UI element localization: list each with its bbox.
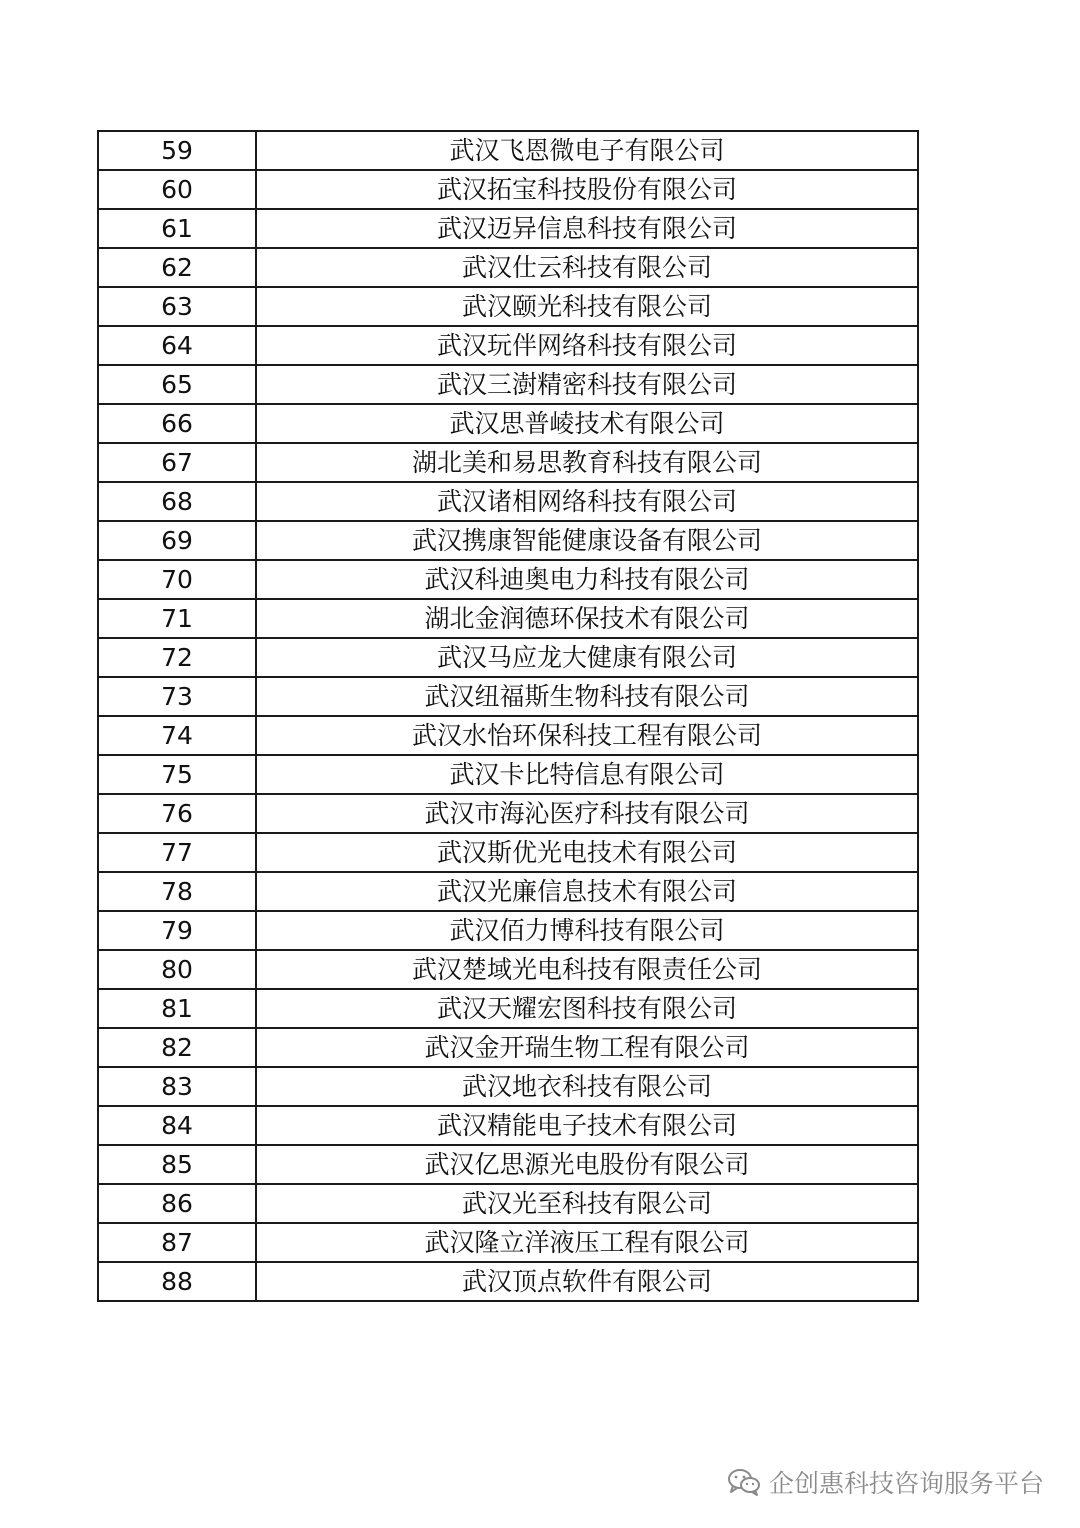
company-name: 武汉诸相网络科技有限公司 xyxy=(256,482,918,521)
row-number: 86 xyxy=(98,1184,256,1223)
table-row xyxy=(98,365,918,404)
company-name: 武汉卡比特信息有限公司 xyxy=(256,755,918,794)
row-number: 67 xyxy=(98,443,256,482)
table-row xyxy=(98,1028,918,1067)
table-row xyxy=(98,638,918,677)
company-name: 武汉纽福斯生物科技有限公司 xyxy=(256,677,918,716)
table-row xyxy=(98,1184,918,1223)
table-row xyxy=(98,248,918,287)
row-number: 66 xyxy=(98,404,256,443)
table-row xyxy=(98,950,918,989)
company-name: 武汉三澍精密科技有限公司 xyxy=(256,365,918,404)
company-name: 武汉拓宝科技股份有限公司 xyxy=(256,170,918,209)
company-name: 湖北金润德环保技术有限公司 xyxy=(256,599,918,638)
row-number: 80 xyxy=(98,950,256,989)
company-name: 武汉佰力博科技有限公司 xyxy=(256,911,918,950)
table-row xyxy=(98,326,918,365)
row-number: 87 xyxy=(98,1223,256,1262)
table-row xyxy=(98,482,918,521)
table-row xyxy=(98,716,918,755)
row-number: 82 xyxy=(98,1028,256,1067)
table-row xyxy=(98,1262,918,1301)
company-name: 武汉精能电子技术有限公司 xyxy=(256,1106,918,1145)
company-name: 武汉科迪奥电力科技有限公司 xyxy=(256,560,918,599)
row-number: 78 xyxy=(98,872,256,911)
row-number: 77 xyxy=(98,833,256,872)
row-number: 62 xyxy=(98,248,256,287)
row-number: 74 xyxy=(98,716,256,755)
row-number: 76 xyxy=(98,794,256,833)
company-name: 武汉金开瑞生物工程有限公司 xyxy=(256,1028,918,1067)
table-row xyxy=(98,677,918,716)
wechat-icon xyxy=(727,1467,761,1497)
row-number: 71 xyxy=(98,599,256,638)
table-row xyxy=(98,1067,918,1106)
company-name: 武汉仕云科技有限公司 xyxy=(256,248,918,287)
row-number: 84 xyxy=(98,1106,256,1145)
table-row xyxy=(98,794,918,833)
row-number: 60 xyxy=(98,170,256,209)
row-number: 70 xyxy=(98,560,256,599)
row-number: 69 xyxy=(98,521,256,560)
row-number: 63 xyxy=(98,287,256,326)
table-row xyxy=(98,1106,918,1145)
row-number: 64 xyxy=(98,326,256,365)
company-name: 武汉携康智能健康设备有限公司 xyxy=(256,521,918,560)
row-number: 83 xyxy=(98,1067,256,1106)
row-number: 73 xyxy=(98,677,256,716)
row-number: 79 xyxy=(98,911,256,950)
table-row xyxy=(98,755,918,794)
company-name: 武汉颐光科技有限公司 xyxy=(256,287,918,326)
row-number: 72 xyxy=(98,638,256,677)
company-name: 武汉马应龙大健康有限公司 xyxy=(256,638,918,677)
row-number: 59 xyxy=(98,131,256,170)
table-row xyxy=(98,599,918,638)
table-body xyxy=(98,131,918,1301)
row-number: 68 xyxy=(98,482,256,521)
company-name: 武汉地衣科技有限公司 xyxy=(256,1067,918,1106)
table-row xyxy=(98,521,918,560)
company-name: 武汉斯优光电技术有限公司 xyxy=(256,833,918,872)
company-name: 武汉迈异信息科技有限公司 xyxy=(256,209,918,248)
company-name: 武汉思普崚技术有限公司 xyxy=(256,404,918,443)
company-name: 武汉光廉信息技术有限公司 xyxy=(256,872,918,911)
row-number: 81 xyxy=(98,989,256,1028)
company-name: 武汉飞恩微电子有限公司 xyxy=(256,131,918,170)
table-row xyxy=(98,560,918,599)
table-row xyxy=(98,131,918,170)
table-row xyxy=(98,911,918,950)
table-row xyxy=(98,443,918,482)
company-name: 武汉隆立洋液压工程有限公司 xyxy=(256,1223,918,1262)
company-name: 武汉光至科技有限公司 xyxy=(256,1184,918,1223)
table-row xyxy=(98,989,918,1028)
row-number: 85 xyxy=(98,1145,256,1184)
row-number: 61 xyxy=(98,209,256,248)
table-row xyxy=(98,872,918,911)
row-number: 65 xyxy=(98,365,256,404)
company-name: 武汉亿思源光电股份有限公司 xyxy=(256,1145,918,1184)
table-row xyxy=(98,404,918,443)
table-row xyxy=(98,209,918,248)
company-name: 武汉楚域光电科技有限责任公司 xyxy=(256,950,918,989)
company-list-table xyxy=(97,130,919,1302)
table-row xyxy=(98,287,918,326)
company-name: 湖北美和易思教育科技有限公司 xyxy=(256,443,918,482)
table-row xyxy=(98,1145,918,1184)
company-name: 武汉市海沁医疗科技有限公司 xyxy=(256,794,918,833)
watermark-text: 企创惠科技咨询服务平台 xyxy=(768,1469,1044,1498)
company-name: 武汉顶点软件有限公司 xyxy=(256,1262,918,1301)
row-number: 88 xyxy=(98,1262,256,1301)
watermark xyxy=(727,1462,1044,1502)
table-row xyxy=(98,1223,918,1262)
company-name: 武汉水怡环保科技工程有限公司 xyxy=(256,716,918,755)
table-row xyxy=(98,170,918,209)
row-number: 75 xyxy=(98,755,256,794)
company-name: 武汉玩伴网络科技有限公司 xyxy=(256,326,918,365)
table-row xyxy=(98,833,918,872)
company-name: 武汉天耀宏图科技有限公司 xyxy=(256,989,918,1028)
